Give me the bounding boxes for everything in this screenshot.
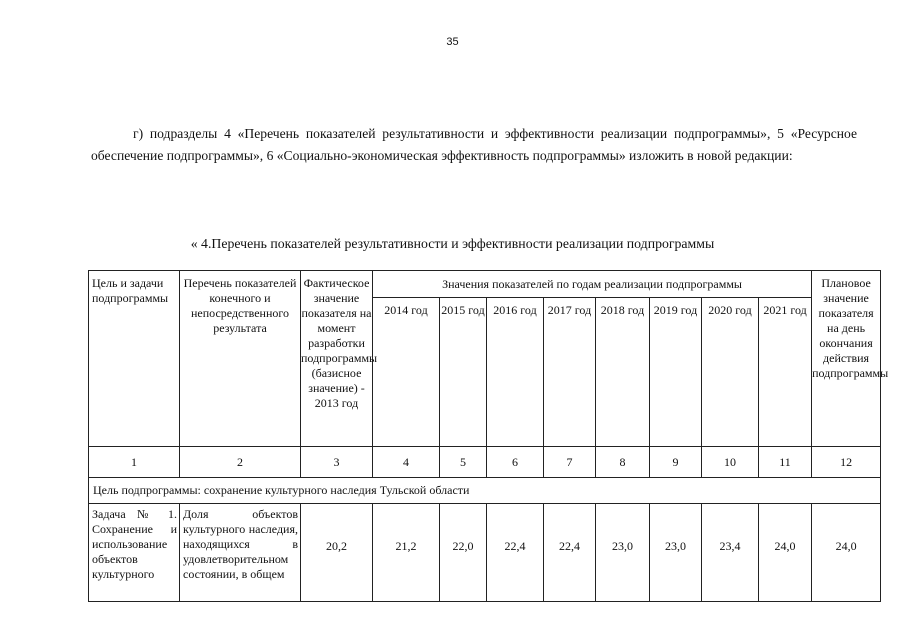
goal-row (89, 478, 881, 504)
value-cell: 23,0 (650, 504, 702, 602)
year-header: 2017 год (544, 298, 596, 447)
header-planned: Плановое значение показателя на день окончания действия подпрограммы (812, 271, 881, 447)
value-cell: 23,4 (702, 504, 759, 602)
header-by-years: Значения показателей по годам реализации подпрограммы (373, 271, 812, 298)
value-cell: 24,0 (812, 504, 881, 602)
header-row (89, 271, 881, 298)
header-indicators: Перечень показателей конечного и непосредственного результата (180, 271, 301, 447)
value-cell: 22,0 (440, 504, 487, 602)
year-header: 2016 год (487, 298, 544, 447)
value-cell: 22,4 (487, 504, 544, 602)
table-row (89, 504, 881, 602)
indicator-cell: Доля объектов культурного наследия, находящихся в удовлетворительном состоянии, в общем (180, 504, 301, 602)
intro-paragraph: г) подразделы 4 «Перечень показателей результативности и эффективности реализации подпрограммы», 5 «Ресурсное обеспечение подпрограммы», 6 «Социально-экономическая эффективность подпрограммы» изложить в новой редакции: (91, 126, 857, 163)
column-number: 9 (650, 447, 702, 478)
value-cell: 24,0 (759, 504, 812, 602)
value-cell: 21,2 (373, 504, 440, 602)
column-number: 6 (487, 447, 544, 478)
year-header: 2018 год (596, 298, 650, 447)
header-goal: Цель и задачи подпрограммы (89, 271, 180, 447)
value-cell: 20,2 (301, 504, 373, 602)
year-header: 2015 год (440, 298, 487, 447)
goal-cell: Цель подпрограммы: сохранение культурного наследия Тульской области (89, 478, 881, 504)
task-cell: Задача № 1. Сохранение и использование объектов культурного (89, 504, 180, 602)
column-number: 8 (596, 447, 650, 478)
value-cell: 22,4 (544, 504, 596, 602)
year-header: 2021 год (759, 298, 812, 447)
column-numbers-row (89, 447, 881, 478)
indicators-table (88, 270, 889, 602)
section-title: « 4.Перечень показателей результативности и эффективности реализации подпрограммы (190, 236, 715, 251)
year-header: 2014 год (373, 298, 440, 447)
page-number: 35 (446, 36, 459, 48)
header-actual: Фактическое значение показателя на момент разработки подпрограммы (базисное значение) - 2013 год (301, 271, 373, 447)
column-number: 12 (812, 447, 881, 478)
column-number: 5 (440, 447, 487, 478)
column-number: 3 (301, 447, 373, 478)
year-header: 2019 год (650, 298, 702, 447)
column-number: 4 (373, 447, 440, 478)
column-number: 11 (759, 447, 812, 478)
column-number: 1 (89, 447, 180, 478)
column-number: 10 (702, 447, 759, 478)
column-number: 2 (180, 447, 301, 478)
year-header: 2020 год (702, 298, 759, 447)
value-cell: 23,0 (596, 504, 650, 602)
column-number: 7 (544, 447, 596, 478)
